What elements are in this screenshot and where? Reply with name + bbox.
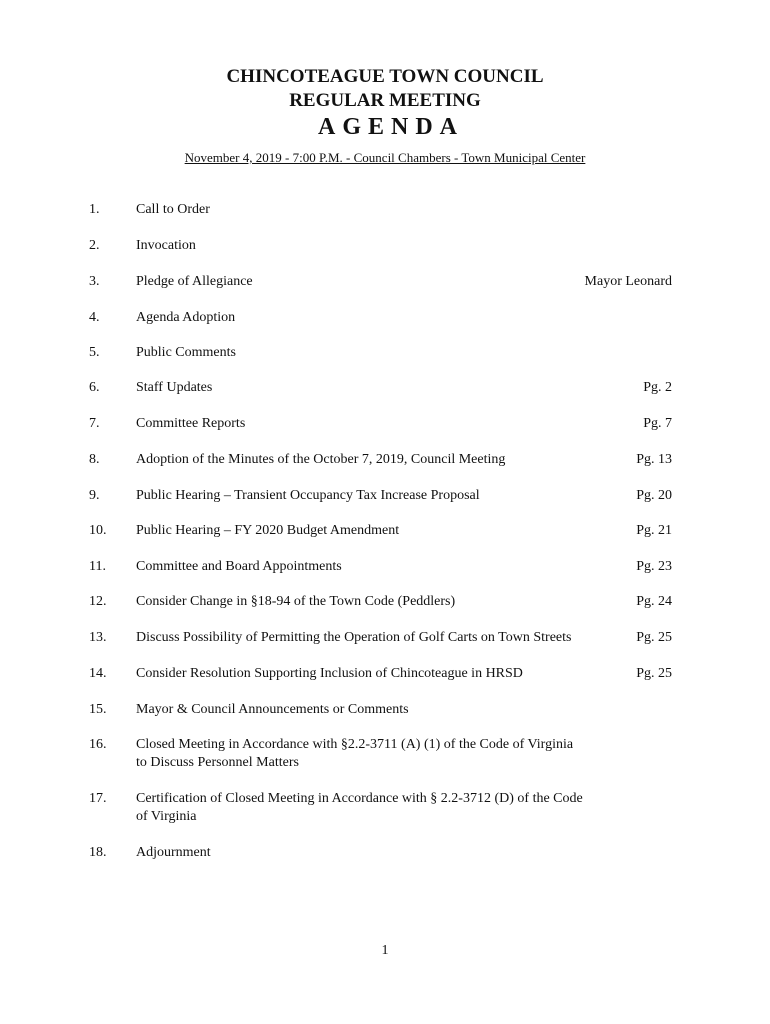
item-number: 3. (89, 274, 100, 289)
item-text: Committee and Board Appointments (136, 559, 342, 574)
page-number: 1 (381, 943, 389, 958)
item-text: Adoption of the Minutes of the October 7, 2019, Council Meeting (136, 452, 506, 467)
meeting-date-line: November 4, 2019 - 7:00 P.M. - Council Chambers - Town Municipal Center (184, 150, 586, 165)
item-page-ref: Pg. 21 (636, 523, 672, 538)
item-number: 10. (89, 523, 107, 538)
item-text: Public Hearing – FY 2020 Budget Amendment (136, 523, 400, 538)
item-page-ref: Pg. 24 (636, 594, 672, 609)
council-title: CHINCOTEAGUE TOWN COUNCIL (226, 66, 544, 87)
item-number: 2. (89, 238, 100, 253)
item-number: 5. (89, 345, 100, 360)
item-number: 9. (89, 488, 100, 503)
item-text: Closed Meeting in Accordance with §2.2-3711 (A) (1) of the Code of Virginia (136, 737, 574, 752)
item-page-ref: Pg. 7 (643, 416, 672, 431)
item-presenter: Mayor Leonard (584, 274, 672, 289)
item-number: 15. (89, 702, 107, 717)
item-page-ref: Pg. 13 (636, 452, 672, 467)
item-text: Consider Resolution Supporting Inclusion of Chincoteague in HRSD (136, 666, 523, 681)
item-text: Mayor & Council Announcements or Comments (136, 702, 409, 717)
item-text: Invocation (136, 238, 196, 253)
item-number: 17. (89, 791, 107, 806)
item-page-ref: Pg. 25 (636, 630, 672, 645)
item-text-line2: to Discuss Personnel Matters (136, 755, 299, 770)
item-text: Agenda Adoption (136, 310, 236, 325)
item-text: Certification of Closed Meeting in Accordance with § 2.2-3712 (D) of the Code (136, 791, 583, 806)
item-number: 14. (89, 666, 107, 681)
item-number: 6. (89, 380, 100, 395)
item-number: 4. (89, 310, 100, 325)
agenda-title: AGENDA (317, 114, 464, 140)
item-page-ref: Pg. 2 (643, 380, 672, 395)
item-text: Discuss Possibility of Permitting the Operation of Golf Carts on Town Streets (136, 630, 572, 645)
item-page-ref: Pg. 20 (636, 488, 672, 503)
item-number: 13. (89, 630, 107, 645)
item-text: Consider Change in §18-94 of the Town Code (Peddlers) (136, 594, 456, 609)
item-page-ref: Pg. 23 (636, 559, 672, 574)
item-page-ref: Pg. 25 (636, 666, 672, 681)
item-text-line2: of Virginia (136, 809, 197, 824)
item-number: 12. (89, 594, 107, 609)
item-number: 16. (89, 737, 107, 752)
item-number: 8. (89, 452, 100, 467)
item-number: 1. (89, 202, 100, 217)
item-text: Public Comments (136, 345, 236, 360)
item-number: 18. (89, 845, 107, 860)
item-text: Pledge of Allegiance (136, 274, 253, 289)
item-number: 11. (89, 559, 106, 574)
item-text: Call to Order (136, 202, 210, 217)
item-text: Staff Updates (136, 380, 213, 395)
item-text: Committee Reports (136, 416, 246, 431)
item-text: Public Hearing – Transient Occupancy Tax Increase Proposal (136, 488, 480, 503)
item-text: Adjournment (136, 845, 211, 860)
meeting-title: REGULAR MEETING (289, 90, 481, 111)
item-number: 7. (89, 416, 100, 431)
